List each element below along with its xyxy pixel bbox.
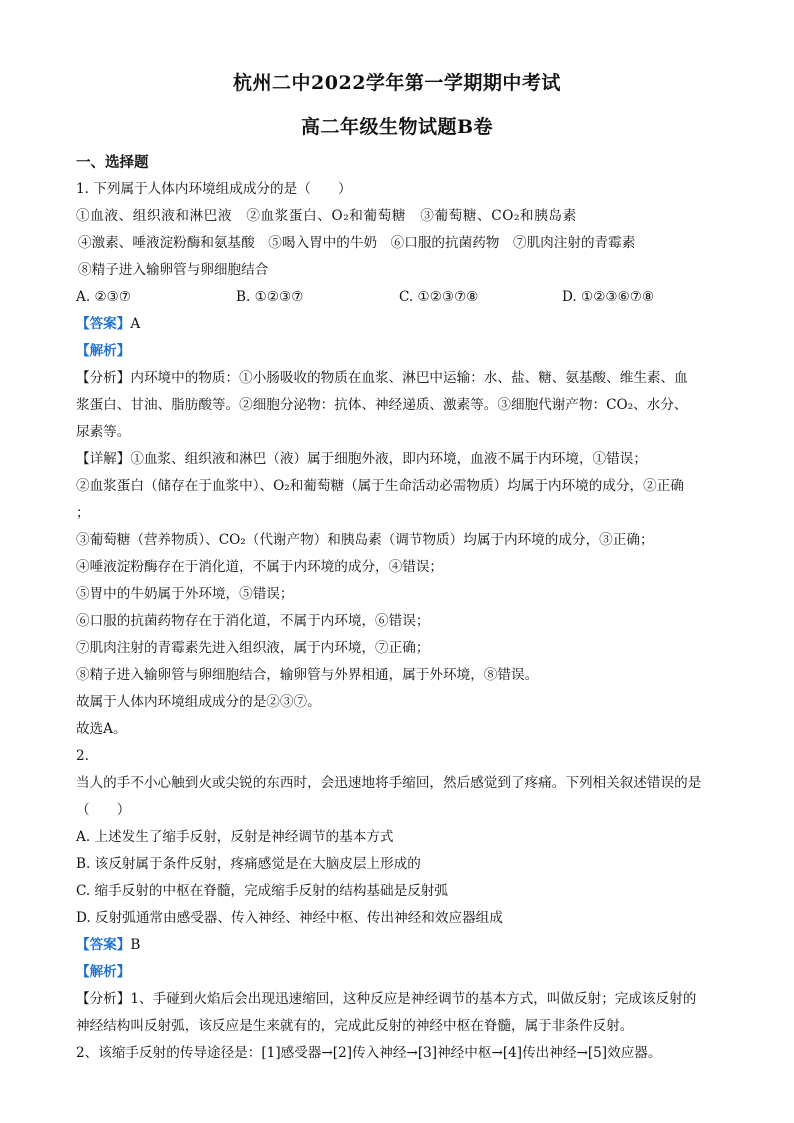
q1-fenxi-line2: 浆蛋白、甘油、脂肪酸等。②细胞分泌物：抗体、神经递质、激素等。③细胞代谢产物：CO₂、水分、 [76, 397, 688, 413]
q1-choice-b: B. ①②③⑦ [236, 289, 304, 305]
answer-value: B [130, 937, 141, 953]
q2-number: 2. [76, 748, 89, 764]
answer-label: 【答案】 [76, 937, 131, 953]
answer-value: A [130, 316, 141, 332]
fenxi-label: 【分析】 [76, 370, 131, 386]
q1-xiangjie-line2: ②血浆蛋白（储存在于血浆中）、O₂和葡萄糖（属于生命活动必需物质）均属于内环境的成分，②正确 [76, 478, 684, 494]
q2-answer [76, 935, 726, 955]
q2-analysis-label: 【解析】 [76, 964, 131, 980]
q1-xiangjie-line4: ③葡萄糖（营养物质）、CO₂（代谢产物）和胰岛素（调节物质）均属于内环境的成分，③正确； [76, 532, 654, 548]
q2-fenxi-line2: 神经结构叫反射弧，该反应是生来就有的，完成此反射的神经中枢在脊髓，属于非条件反射。 [76, 1018, 634, 1034]
xiangjie-label: 【详解】 [76, 451, 131, 467]
q2-option-d: D. 反射弧通常由感受器、传入神经、神经中枢、传出神经和效应器组成 [76, 910, 503, 926]
q1-xiangjie-line3: ； [76, 505, 90, 521]
q1-answer [76, 314, 726, 334]
q2-fenxi-line3: 2、该缩手反射的传导途径是：[1]感受器→[2]传入神经→[3]神经中枢→[4]传出神经→[5]效应器。 [76, 1045, 662, 1061]
section-heading: 一、选择题 [76, 154, 149, 171]
q2-stem-line2: （ ） [76, 802, 131, 818]
q1-items-line2: ④激素、唾液淀粉酶和氨基酸 ⑤喝入胃中的牛奶 ⑥口服的抗菌药物 ⑦肌肉注射的青霉素 [78, 235, 636, 251]
q1-fenxi-line3: 尿素等。 [76, 424, 131, 440]
q2-fenxi-line1: 【分析】1、手碰到火焰后会出现迅速缩回，这种反应是神经调节的基本方式，叫做反射；完成该反射的 [76, 991, 697, 1007]
exam-subtitle: 高二年级生物试题B卷 [300, 116, 494, 138]
q2-option-a: A. 上述发生了缩手反射，反射是神经调节的基本方式 [76, 829, 394, 845]
q1-xiangjie-line8: ⑦肌肉注射的青霉素先进入组织液，属于内环境，⑦正确； [76, 640, 430, 656]
q1-items-line3: ⑧精子进入输卵管与卵细胞结合 [78, 262, 269, 278]
answer-label: 【答案】 [76, 316, 131, 332]
fenxi-label: 【分析】 [76, 991, 131, 1007]
q1-analysis-label: 【解析】 [76, 343, 131, 359]
q1-choice-d: D. ①②③⑥⑦⑧ [562, 289, 655, 305]
exam-title: 杭州二中2022学年第一学期期中考试 [233, 72, 561, 94]
q1-choice-c: C. ①②③⑦⑧ [399, 289, 479, 305]
q1-select: 故选A。 [76, 721, 127, 737]
q1-conclusion: 故属于人体内环境组成成分的是②③⑦。 [76, 694, 321, 710]
q1-choice-a: A. ②③⑦ [76, 289, 132, 305]
q2-stem-line1: 当人的手不小心触到火或尖锐的东西时，会迅速地将手缩回，然后感觉到了疼痛。下列相关叙述错误的是 [76, 775, 702, 791]
q1-xiangjie-line7: ⑥口服的抗菌药物存在于消化道，不属于内环境，⑥错误； [76, 613, 430, 629]
q1-stem: 1. 下列属于人体内环境组成成分的是（ ） [76, 181, 352, 197]
q1-xiangjie-line1: 【详解】①血浆、组织液和淋巴（液）属于细胞外液，即内环境，血液不属于内环境，①错误； [76, 451, 647, 467]
q1-items-line1: ①血液、组织液和淋巴液 ②血浆蛋白、O₂和葡萄糖 ③葡萄糖、CO₂和胰岛素 [76, 208, 577, 224]
q1-fenxi-line1: 【分析】内环境中的物质：①小肠吸收的物质在血浆、淋巴中运输：水、盐、糖、氨基酸、维生素、血 [76, 370, 688, 386]
q1-xiangjie-line5: ④唾液淀粉酶存在于消化道，不属于内环境的成分，④错误； [76, 559, 444, 575]
q2-option-c: C. 缩手反射的中枢在脊髓，完成缩手反射的结构基础是反射弧 [76, 883, 448, 899]
q2-option-b: B. 该反射属于条件反射，疼痛感觉是在大脑皮层上形成的 [76, 856, 421, 872]
q1-xiangjie-line6: ⑤胃中的牛奶属于外环境，⑤错误； [76, 586, 294, 602]
q1-xiangjie-line9: ⑧精子进入输卵管与卵细胞结合，输卵管与外界相通，属于外环境，⑧错误。 [76, 667, 539, 683]
